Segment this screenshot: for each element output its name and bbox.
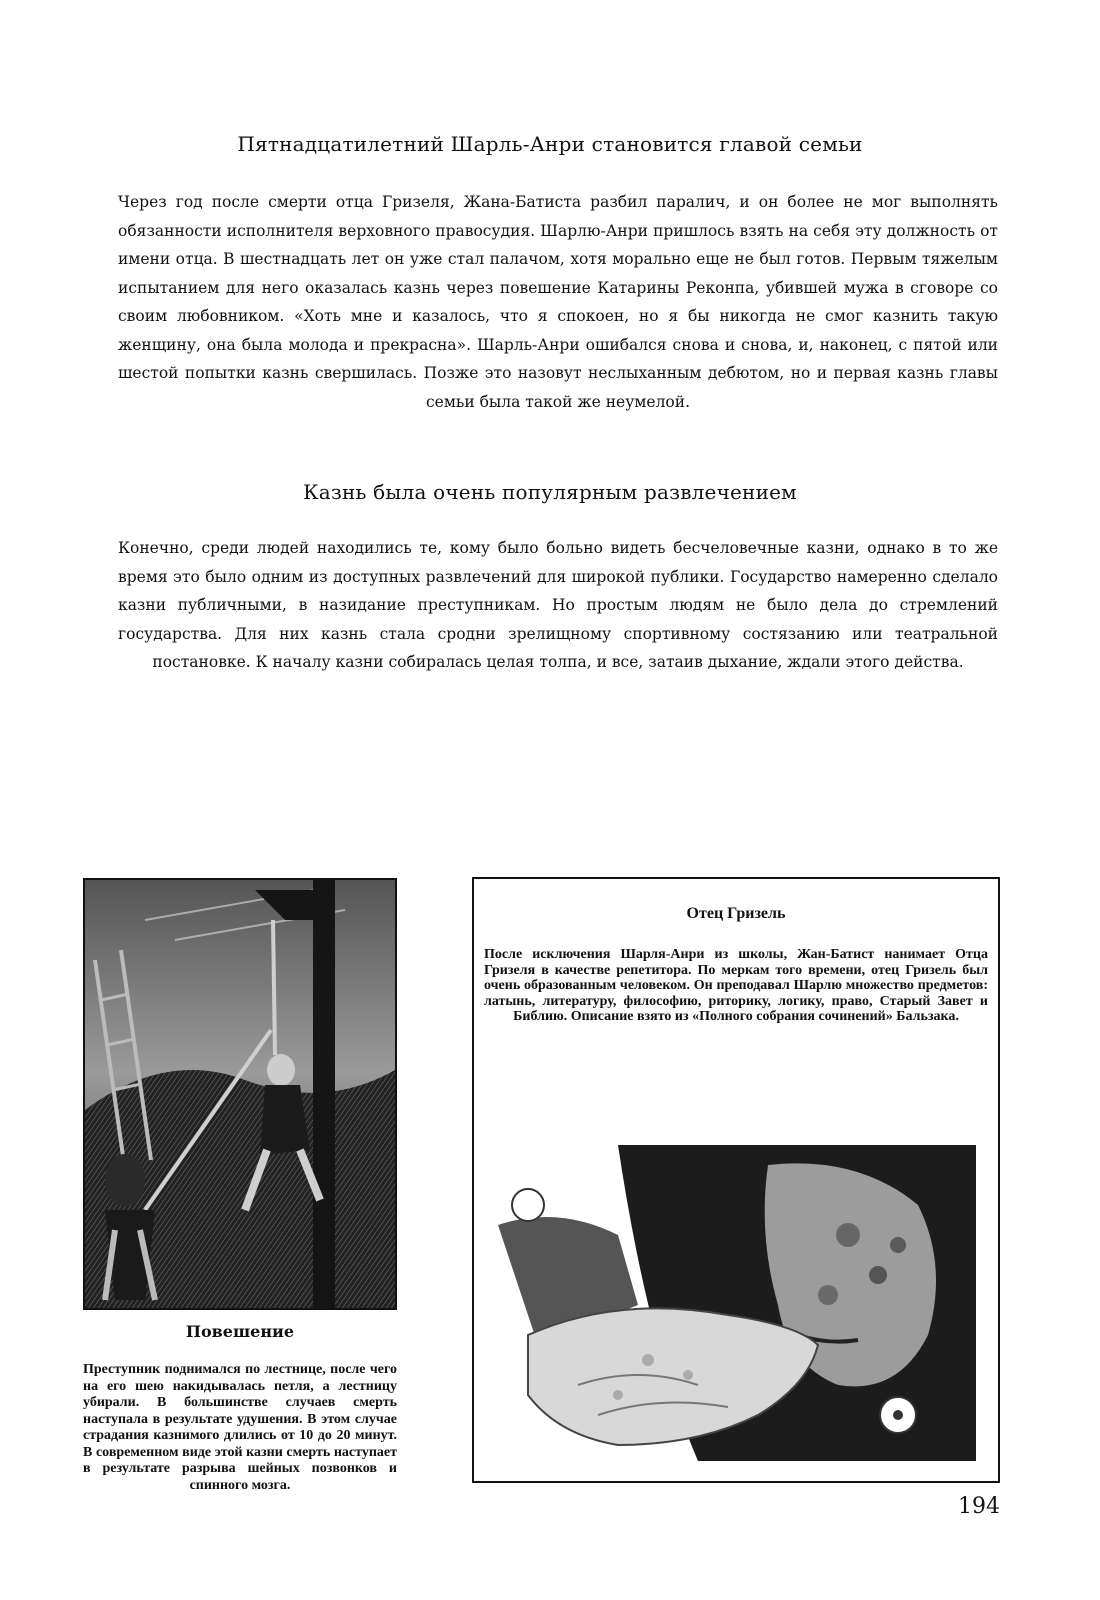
griesel-sidebar-box [472,877,1000,1483]
griesel-manga-illustration [498,1145,976,1461]
section-heading-1: Пятнадцатилетний Шарль-Анри становится главой семьи [237,132,863,156]
section-paragraph-2: Конечно, среди людей находились те, кому было больно видеть бесчеловечные казни, однако в то же время это было одним из доступных развлечений для широкой публики. Государство намеренно сделало казни публичными, в назидание преступникам. Но простым людям не было дела до стремлений государства. Для них казнь стала сродни зрелищному спортивному состязанию или театральной постановке. К началу казни собиралась целая толпа, и все, затаив дыхание, ждали этого действа. [118,539,998,671]
hanging-caption-text: Преступник поднимался по лестнице, после чего на его шею накидывалась петля, а лестницу убирали. В большинстве случаев смерть наступала в результате удушения. В этом случае страдания казнимого длились от 10 до 20 минут. В современном виде этой казни смерть наступает в результате разрыва шейных позвонков и спинного мозга. [83,1362,397,1493]
sidebar-title: Отец Гризель [686,905,786,922]
hanging-caption-title: Повешение [185,1322,295,1341]
hanging-engraving-image [83,878,397,1310]
sidebar-text: После исключения Шарля-Анри из школы, Жан-Батист нанимает Отца Гризеля в качестве репетитора. По меркам того времени, отец Гризель был очень образованным человеком. Он преподавал Шарлю множество предметов: латынь, литературу, философию, риторику, логику, право, Старый Завет и Библию. Описание взято из «Полного собрания сочинений» Бальзака. [484,947,988,1024]
section-paragraph-1: Через год после смерти отца Гризеля, Жана-Батиста разбил паралич, и он более не мог выполнять обязанности исполнителя верховного правосудия. Шарлю-Анри пришлось взять на себя эту должность от имени отца. В шестнадцать лет он уже стал палачом, хотя морально еще не был готов. Первым тяжелым испытанием для него оказалась казнь через повешение Катарины Реконпа, убившей мужа в сговоре со своим любовником. «Хоть мне и казалось, что я спокоен, но я бы никогда не смог казнить такую женщину, она была молода и прекрасна». Шарль-Анри ошибался снова и снова, и, наконец, с пятой или шестой попытки казнь свершилась. Позже это назовут неслыханным дебютом, но и первая казнь главы семьи была такой же неумелой. [118,193,998,411]
page-number: 194 [958,1494,1000,1519]
section-heading-2: Казнь была очень популярным развлечением [303,480,797,504]
